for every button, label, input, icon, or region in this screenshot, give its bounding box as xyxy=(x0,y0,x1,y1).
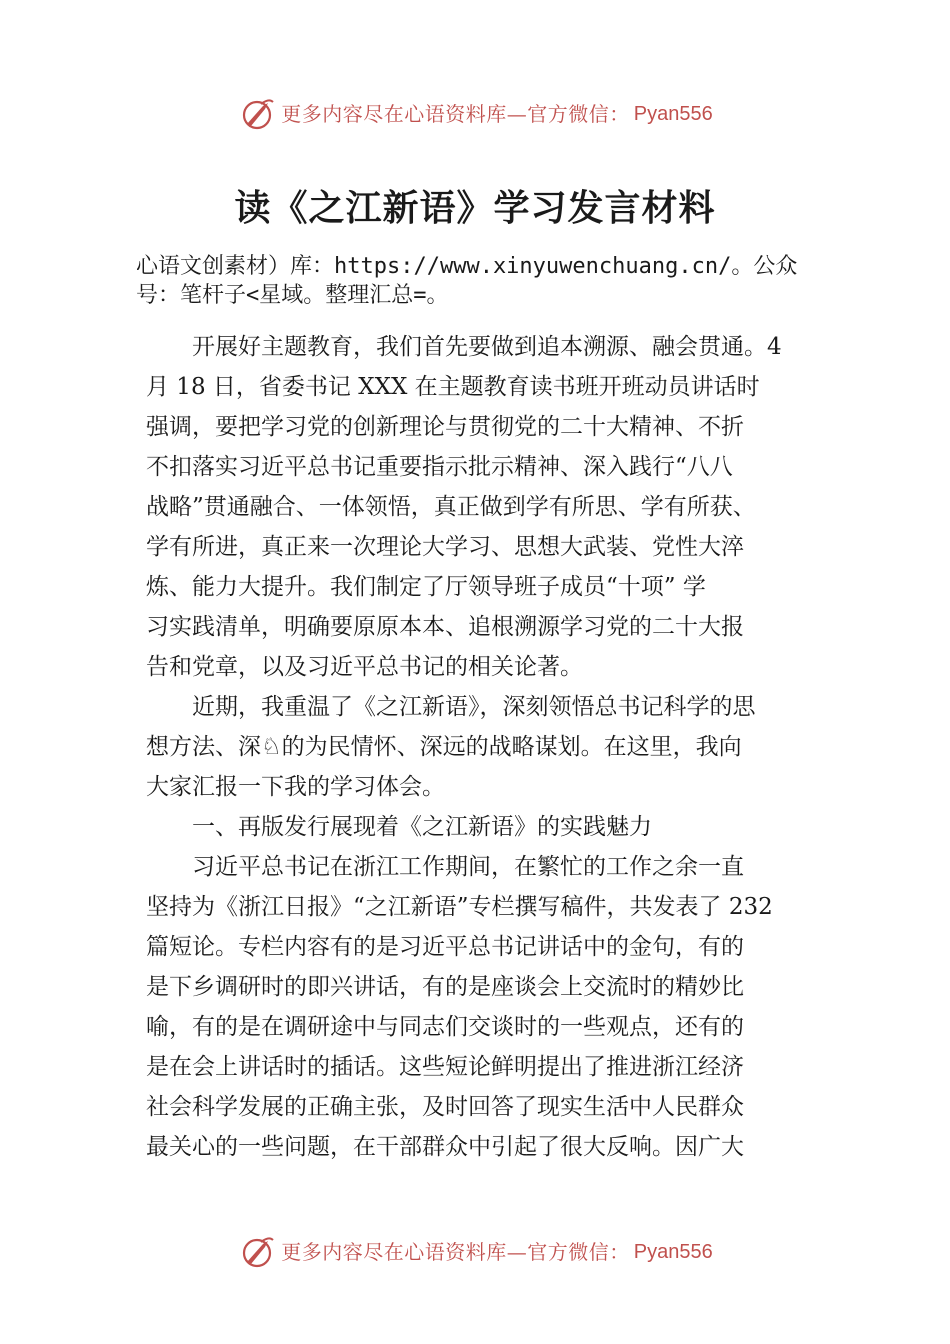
text-line: 炼、能力大提升。我们制定了厅领导班子成员“十项” 学 xyxy=(146,574,706,600)
text-line: 喻，有的是在调研途中与同志们交谈时的一些观点，还有的 xyxy=(146,1014,744,1040)
text-line: 是在会上讲话时的插话。这些短论鲜明提出了推进浙江经济 xyxy=(146,1054,744,1080)
text-line: 习实践清单，明确要原原本本、追根溯源学习党的二十大报 xyxy=(146,614,744,640)
watermark-header xyxy=(0,94,950,134)
text-line: 不扣落实习近平总书记重要指示批示精神、深入践行“八八 xyxy=(146,454,733,480)
paragraph xyxy=(146,847,836,1167)
watermark-text: 更多内容尽在心语资料库—官方微信： xyxy=(281,102,630,126)
text-line: 是下乡调研时的即兴讲话，有的是座谈会上交流时的精妙比 xyxy=(146,974,744,1000)
text-line: 大家汇报一下我的学习体会。 xyxy=(146,774,445,800)
watermark-footer xyxy=(0,1232,950,1272)
pen-nib-logo-icon xyxy=(237,94,277,134)
text-line: 战略”贯通融合、一体领悟，真正做到学有所思、学有所获、 xyxy=(146,494,756,520)
text-line: 想方法、深♘的为民情怀、深远的战略谋划。在这里，我向 xyxy=(146,734,742,760)
watermark-wechat-id: Pyan556 xyxy=(633,103,713,125)
source-note-line: 号：笔杆子<星域。整理汇总=。 xyxy=(136,283,449,308)
document-title: 读《之江新语》学习发言材料 xyxy=(234,187,716,229)
paragraph xyxy=(146,327,836,687)
paragraph xyxy=(146,687,836,807)
watermark-wechat-id: Pyan556 xyxy=(633,1241,713,1263)
text-line: 告和党章，以及习近平总书记的相关论著。 xyxy=(146,654,583,680)
text-line: 坚持为《浙江日报》“之江新语”专栏撰写稿件，共发表了 232 xyxy=(146,894,773,920)
text-line: 月 18 日，省委书记 XXX 在主题教育读书班开班动员讲话时 xyxy=(146,374,760,400)
text-line: 近期，我重温了《之江新语》，深刻领悟总书记科学的思 xyxy=(192,694,756,720)
pen-nib-logo-icon xyxy=(237,1232,277,1272)
text-line: 开展好主题教育，我们首先要做到追本溯源、融会贯通。4 xyxy=(192,334,782,360)
text-line: 习近平总书记在浙江工作期间，在繁忙的工作之余一直 xyxy=(192,854,744,880)
text-line: 社会科学发展的正确主张，及时回答了现实生活中人民群众 xyxy=(146,1094,744,1120)
text-line: 一、再版发行展现着《之江新语》的实践魅力 xyxy=(192,814,652,840)
text-line: 篇短论。专栏内容有的是习近平总书记讲话中的金句，有的 xyxy=(146,934,744,960)
source-note xyxy=(136,252,836,310)
section-heading xyxy=(146,807,836,847)
text-line: 最关心的一些问题，在干部群众中引起了很大反响。因广大 xyxy=(146,1134,744,1160)
text-line: 强调，要把学习党的创新理论与贯彻党的二十大精神、不折 xyxy=(146,414,744,440)
text-line: 学有所进，真正来一次理论大学习、思想大武装、党性大淬 xyxy=(146,534,744,560)
watermark-text: 更多内容尽在心语资料库—官方微信： xyxy=(281,1240,630,1264)
document-body xyxy=(146,327,836,1167)
source-note-line: 心语文创素材）库：https://www.xinyuwenchuang.cn/。公众 xyxy=(136,254,798,279)
